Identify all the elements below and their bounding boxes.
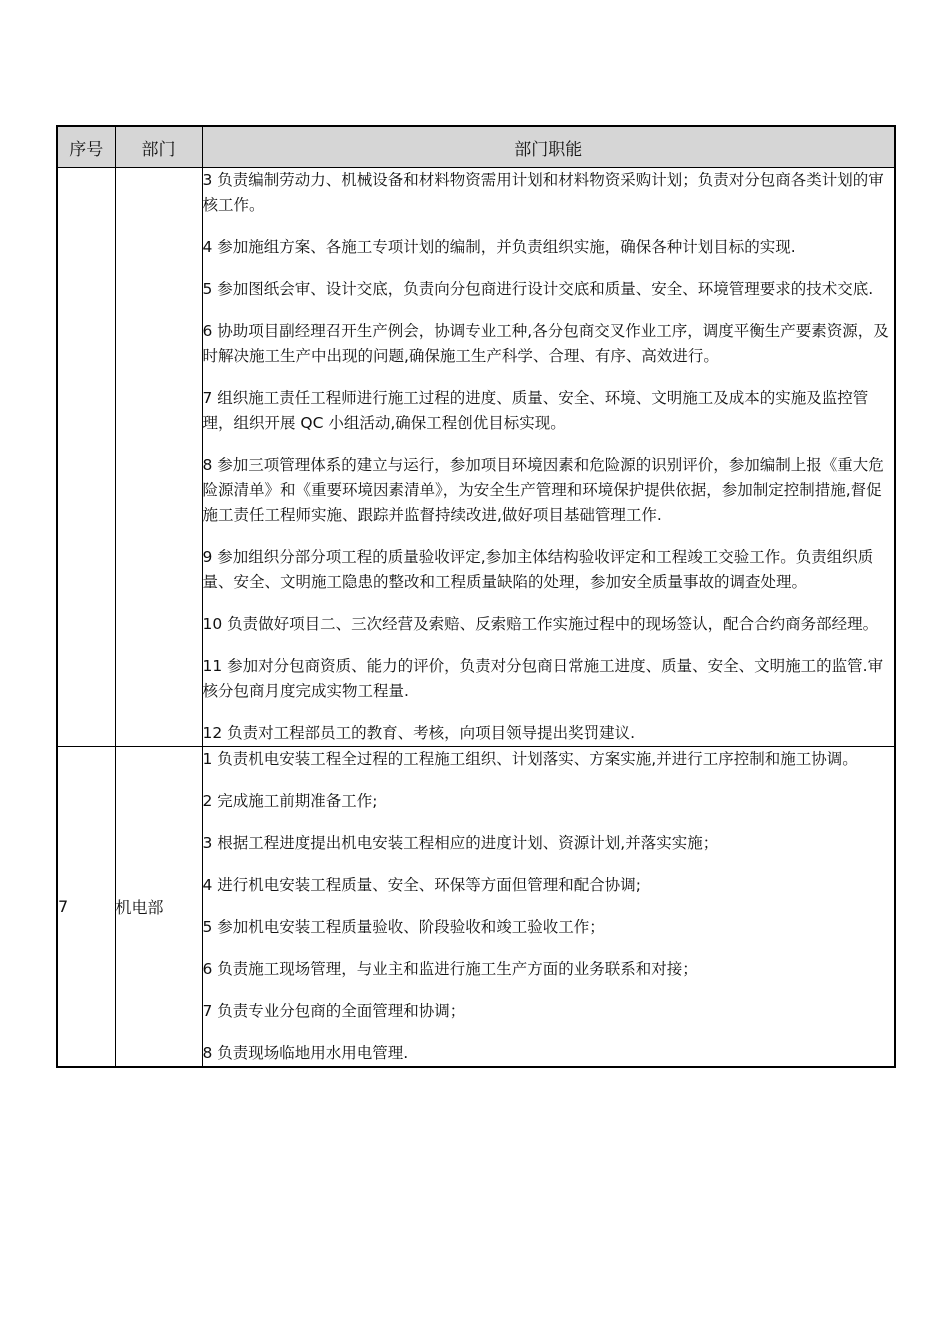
duty-item: 8 负责现场临地用水用电管理.	[202, 1044, 409, 1062]
duty-item: 5 参加机电安装工程质量验收、阶段验收和竣工验收工作；	[202, 918, 605, 936]
duty-item: 6 负责施工现场管理，与业主和监进行施工生产方面的业务联系和对接；	[202, 960, 698, 978]
duty-item: 9 参加组织分部分项工程的质量验收评定,参加主体结构验收评定和工程竣工交验工作。负责组织质量、安全、文明施工隐患的整改和工程质量缺陷的处理，参加安全质量事故的调查处理。	[202, 548, 874, 591]
table-row	[57, 747, 895, 1068]
duty-item: 6 协助项目副经理召开生产例会，协调专业工种,各分包商交叉作业工序，调度平衡生产要素资源，及时解决施工生产中出现的问题,确保施工生产科学、合理、有序、高效进行。	[202, 322, 889, 365]
duty-item: 5 参加图纸会审、设计交底，负责向分包商进行设计交底和质量、安全、环境管理要求的技术交底.	[202, 280, 874, 298]
header-row	[57, 126, 895, 168]
department-duty-table	[56, 125, 896, 1068]
header-seq: 序号	[57, 126, 115, 168]
duty-item: 11 参加对分包商资质、能力的评价，负责对分包商日常施工进度、质量、安全、文明施工的监管.审核分包商月度完成实物工程量.	[202, 657, 884, 700]
duty-item: 8 参加三项管理体系的建立与运行，参加项目环境因素和危险源的识别评价，参加编制上报《重大危险源清单》和《重要环境因素清单》，为安全生产管理和环境保护提供依据，参加制定控制措施,督促施工责任工程师实施、跟踪并监督持续改进,做好项目基础管理工作.	[202, 456, 884, 524]
duty-item: 4 进行机电安装工程质量、安全、环保等方面但管理和配合协调;	[202, 876, 642, 894]
table-row	[57, 168, 895, 747]
table-body	[57, 168, 895, 1068]
duty-item: 7 负责专业分包商的全面管理和协调；	[202, 1002, 466, 1020]
header-dept: 部门	[115, 126, 202, 168]
header-duty: 部门职能	[202, 126, 895, 168]
duty-item: 12 负责对工程部员工的教育、考核，向项目领导提出奖罚建议.	[202, 724, 636, 742]
row-duties	[202, 747, 895, 1068]
duty-item: 4 参加施组方案、各施工专项计划的编制，并负责组织实施，确保各种计划目标的实现.	[202, 238, 796, 256]
duty-item: 10 负责做好项目二、三次经营及索赔、反索赔工作实施过程中的现场签认，配合合约商务部经理。	[202, 615, 879, 633]
row-seq	[57, 168, 115, 747]
row-dept	[115, 168, 202, 747]
row-dept: 机电部	[115, 747, 202, 1068]
row-duties	[202, 168, 895, 747]
table-header	[57, 126, 895, 168]
duty-item: 2 完成施工前期准备工作;	[202, 792, 378, 810]
duty-item: 3 负责编制劳动力、机械设备和材料物资需用计划和材料物资采购计划；负责对分包商各类计划的审核工作。	[202, 171, 884, 214]
row-seq: 7	[57, 747, 115, 1068]
duty-item: 7 组织施工责任工程师进行施工过程的进度、质量、安全、环境、文明施工及成本的实施及监控管理，组织开展 QC 小组活动,确保工程创优目标实现。	[202, 389, 869, 432]
duty-item: 3 根据工程进度提出机电安装工程相应的进度计划、资源计划,并落实实施；	[202, 834, 719, 852]
duty-item: 1 负责机电安装工程全过程的工程施工组织、计划落实、方案实施,并进行工序控制和施工协调。	[202, 750, 858, 768]
